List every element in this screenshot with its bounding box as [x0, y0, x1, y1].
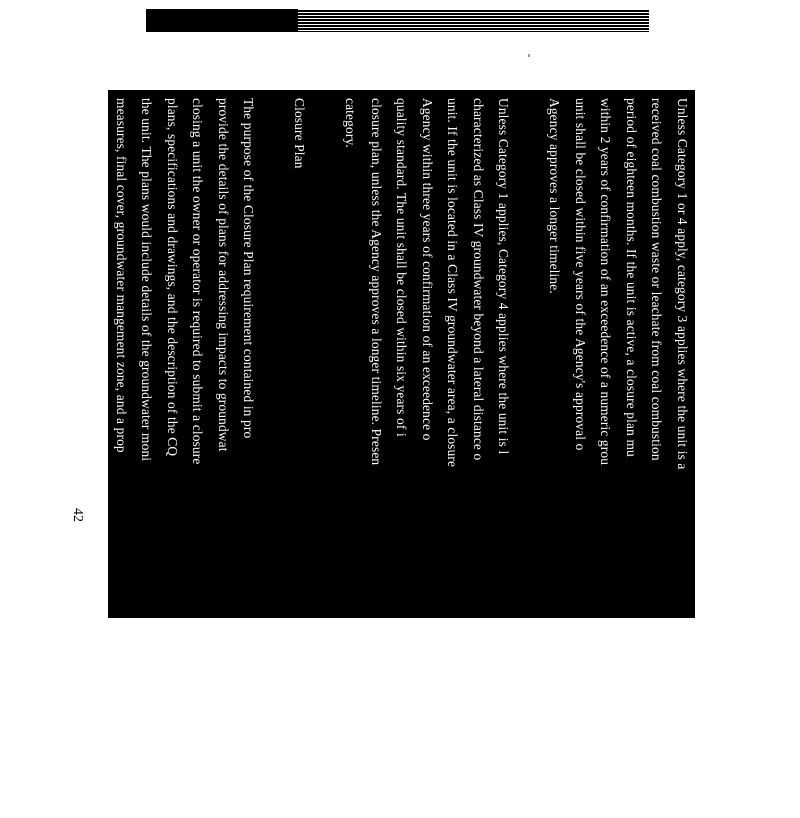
text-line: The purpose of the Closure Plan requirement contained in pro	[241, 98, 257, 439]
page-number: 42	[70, 508, 85, 522]
text-line: within 2 years of confirmation of an exceedence of a numeric grou	[598, 98, 614, 466]
text-line: characterized as Class IV groundwater beyond a lateral distance o	[471, 98, 486, 461]
scan-header-bar	[146, 9, 649, 32]
text-line: Agency approves a longer timeline.	[547, 98, 563, 294]
text-line: Agency within three years of confirmation of an exceedence o	[420, 98, 435, 441]
paragraph-closure-plan	[0, 98, 262, 818]
text-line: category.	[343, 98, 359, 148]
barcode-graphic	[298, 9, 649, 32]
text-line: measures, final cover, groundwater mangement zone, and a prop	[114, 98, 129, 453]
paragraph-category-4	[338, 98, 517, 818]
text-line: Unless Category 1 or 4 apply, category 3 applies where the unit is a	[675, 98, 690, 470]
blank-line	[262, 98, 288, 818]
blank-line	[313, 98, 339, 818]
text-line: provide the details of plans for addressing impacts to groundwat	[216, 98, 231, 452]
text-line: unit. If the unit is located in a Class IV groundwater area, a closure	[445, 98, 461, 468]
text-line: provided the owner or operator flexibility to utilize earth materials	[63, 98, 78, 465]
text-line: the work. Due to the wide variety of site conditions encountered a	[88, 98, 104, 462]
text-line: closure plan, unless the Agency approves a longer timeline. Presen	[369, 98, 384, 466]
document-body	[0, 98, 695, 818]
text-line: received coal combustion waste or leachate from coal combustion	[649, 98, 665, 461]
section-heading: Closure Plan	[292, 98, 308, 169]
blank-line	[517, 98, 543, 818]
scan-speck	[528, 54, 530, 57]
text-line: unit shall be closed within five years of the Agency's approval o	[573, 98, 588, 451]
text-line: permeability covers and will consider emerging technologies for	[37, 98, 53, 453]
text-line: period of eighteen months. If the unit is active, a closure plan mu	[624, 98, 639, 457]
text-line: closing a unit the owner or operator is required to submit a closure	[190, 98, 206, 465]
text-line: 2009). There are synthetic products on the market which are be	[12, 98, 27, 446]
paragraph-category-3	[542, 98, 695, 818]
text-line: plans, specifications and drawings, and the description of the CQ	[165, 98, 180, 457]
text-line: the unit. The plans would include details of the groundwater moni	[139, 98, 155, 462]
text-line: Unless Category 1 applies, Category 4 applies where the unit is l	[496, 98, 512, 455]
text-line	[0, 98, 7, 818]
text-line: quality standard. The unit shall be closed within six years of i	[394, 98, 410, 437]
